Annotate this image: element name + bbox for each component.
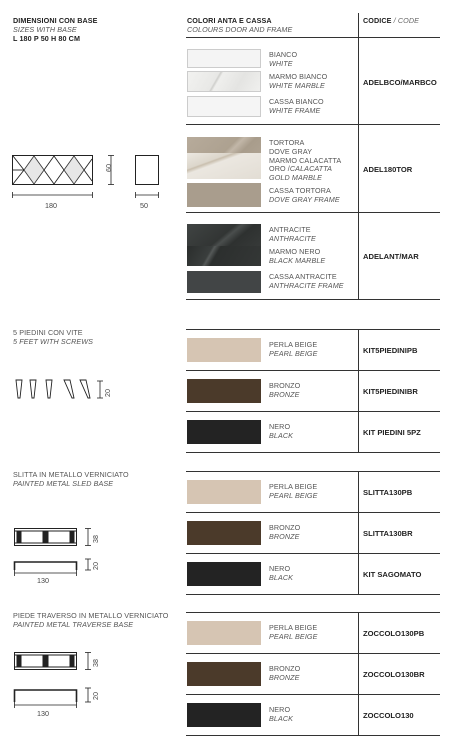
color-label-en: PEARL BEIGE (269, 632, 318, 641)
table-rule (186, 735, 440, 736)
dim-depth: 50 (140, 201, 148, 210)
swatch-white-marble (187, 71, 261, 92)
table-rule (186, 694, 440, 695)
table-column-rule (358, 329, 359, 452)
section-subtitle: 5 FEET WITH SCREWS (13, 337, 94, 346)
color-label: BRONZO (269, 381, 301, 390)
table-rule (186, 553, 440, 554)
color-label-en: PEARL BEIGE (269, 491, 318, 500)
swatch-bronze (187, 379, 261, 403)
color-label-en: BLACK (269, 573, 294, 582)
color-label-en: BRONZE (269, 673, 300, 682)
product-code: SLITTA130PB (363, 488, 413, 497)
code-subtitle: CODE (397, 16, 420, 25)
color-label: CASSA BIANCO (269, 97, 324, 106)
dims-subtitle: SIZES WITH BASE (13, 25, 77, 34)
color-label-en: BLACK MARBLE (269, 256, 326, 265)
table-rule (186, 471, 440, 472)
colors-subtitle: COLOURS DOOR AND FRAME (187, 25, 293, 34)
color-label: BRONZO (269, 523, 301, 532)
table-rule (186, 411, 440, 412)
color-label: PERLA BEIGE (269, 623, 318, 632)
table-rule (186, 212, 440, 213)
color-label: NERO (269, 422, 291, 431)
swatch-white-frame (187, 96, 261, 117)
table-rule (186, 512, 440, 513)
swatch-anthracite-frame (187, 271, 261, 293)
section-subtitle: PAINTED METAL TRAVERSE BASE (13, 620, 134, 629)
color-label: NERO (269, 705, 291, 714)
swatch-dove-gray-frame (187, 183, 261, 207)
table-column-rule (358, 471, 359, 594)
product-code: ADELANT/MAR (363, 252, 419, 261)
section-title: PIEDE TRAVERSO IN METALLO VERNICIATO (13, 611, 169, 620)
color-label: BIANCO (269, 50, 298, 59)
swatch-black-marble (187, 246, 261, 266)
color-label: ANTRACITE (269, 225, 311, 234)
dim-traverse-width: 130 (37, 709, 49, 718)
dim-height: 60 (104, 164, 113, 172)
color-label-en: WHITE FRAME (269, 106, 321, 115)
table-column-rule (358, 612, 359, 735)
product-code: ADEL180TOR (363, 165, 413, 174)
section-title: 5 PIEDINI CON VITE (13, 328, 83, 337)
color-label-en: BLACK (269, 714, 294, 723)
product-code: ZOCCOLO130PB (363, 629, 425, 638)
product-code: KIT PIEDINI 5PZ (363, 428, 421, 437)
table-rule (186, 299, 440, 300)
swatch-pearl-beige (187, 621, 261, 645)
table-column-rule (358, 13, 359, 299)
table-rule (186, 370, 440, 371)
table-rule (186, 653, 440, 654)
color-label-en: BRONZE (269, 390, 300, 399)
swatch-pearl-beige (187, 480, 261, 504)
dims-title: DIMENSIONI CON BASE (13, 16, 98, 25)
dim-sled-height: 38 (91, 535, 100, 543)
product-code: KIT5PIEDINIBR (363, 387, 418, 396)
dim-width: 180 (45, 201, 57, 210)
color-label: BRONZO (269, 664, 301, 673)
color-label: CASSA TORTORA (269, 186, 331, 195)
code-title: CODICE (363, 16, 392, 25)
color-label: PERLA BEIGE (269, 340, 318, 349)
color-label-en: WHITE (269, 59, 293, 68)
color-label: CASSA ANTRACITE (269, 272, 337, 281)
color-label-en: DOVE GRAY (269, 147, 313, 156)
dim-feet-height: 20 (103, 389, 112, 397)
product-code: SLITTA130BR (363, 529, 413, 538)
color-label: PERLA BEIGE (269, 482, 318, 491)
color-label: MARMO NERO (269, 247, 321, 256)
color-label-sep: / (285, 164, 290, 174)
color-label-en: CALACATTA GOLD MARBLE (269, 164, 332, 182)
color-label-en: ANTHRACITE (269, 234, 316, 243)
color-label-en: PEARL BEIGE (269, 349, 318, 358)
cabinet-front-drawing (12, 155, 182, 215)
table-rule (186, 124, 440, 125)
section-title: SLITTA IN METALLO VERNICIATO (13, 470, 129, 479)
section-subtitle: PAINTED METAL SLED BASE (13, 479, 114, 488)
feet-drawing (12, 378, 112, 408)
swatch-pearl-beige (187, 338, 261, 362)
swatch-calacatta-gold (187, 153, 261, 179)
dim-sled-height-2: 20 (91, 562, 100, 570)
code-sep: / (391, 16, 398, 25)
swatch-black (187, 562, 261, 586)
dims-value: L 180 P 50 H 80 CM (13, 34, 81, 43)
dim-traverse-height-2: 20 (91, 692, 100, 700)
colors-title: COLORI ANTA E CASSA (187, 16, 272, 25)
table-rule (186, 37, 440, 38)
color-label: TORTORA (269, 138, 305, 147)
product-code: ADELBCO/MARBCO (363, 78, 437, 87)
table-rule (186, 612, 440, 613)
swatch-bronze (187, 662, 261, 686)
color-label (269, 157, 354, 182)
dim-traverse-height: 38 (91, 659, 100, 667)
color-label-en: DOVE GRAY FRAME (269, 195, 340, 204)
color-label-en: WHITE MARBLE (269, 81, 325, 90)
product-code: KIT SAGOMATO (363, 570, 422, 579)
swatch-black (187, 420, 261, 444)
color-label-en: BRONZE (269, 532, 300, 541)
code-header (363, 17, 419, 25)
product-code: KIT5PIEDINIPB (363, 346, 418, 355)
swatch-bronze (187, 521, 261, 545)
product-code: ZOCCOLO130BR (363, 670, 425, 679)
swatch-white (187, 49, 261, 68)
color-label-it: MARMO CALACATTA ORO (269, 156, 341, 174)
swatch-black (187, 703, 261, 727)
product-code: ZOCCOLO130 (363, 711, 414, 720)
color-label-en: BLACK (269, 431, 294, 440)
dim-sled-width: 130 (37, 576, 49, 585)
table-rule (186, 452, 440, 453)
table-rule (186, 594, 440, 595)
color-label: MARMO BIANCO (269, 72, 328, 81)
table-rule (186, 329, 440, 330)
color-label: NERO (269, 564, 291, 573)
color-label-en: ANTHRACITE FRAME (269, 281, 344, 290)
